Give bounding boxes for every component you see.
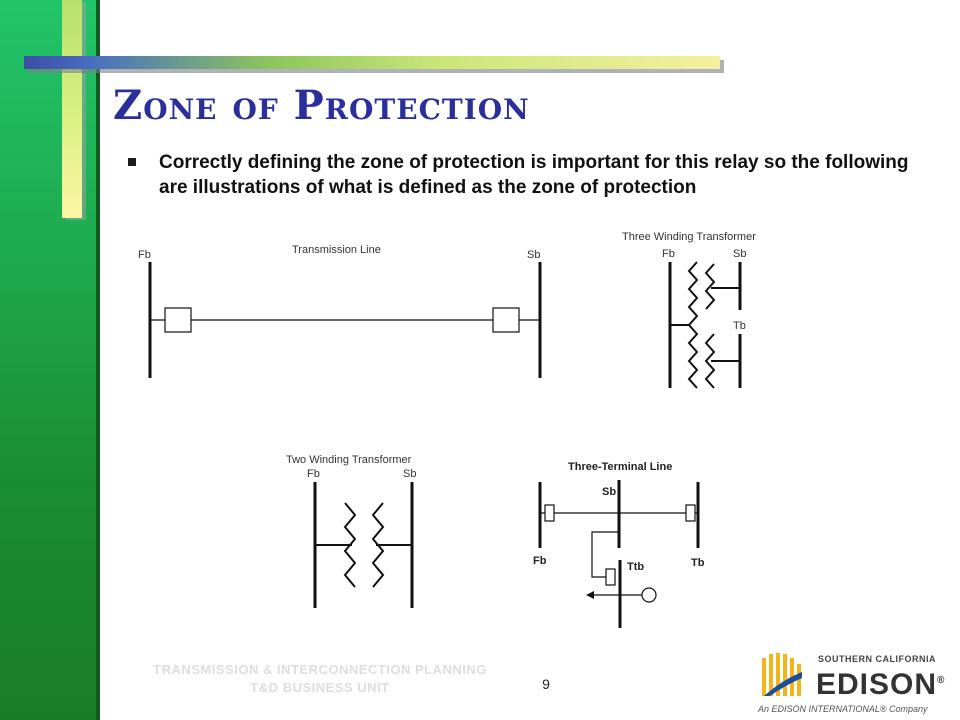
three-terminal-load-arrow	[586, 591, 594, 599]
three-winding-tb-label: Tb	[733, 320, 746, 332]
three-terminal-breaker-tb	[686, 505, 695, 521]
three-terminal-title: Three-Terminal Line	[568, 461, 673, 473]
three-terminal-breaker-fb	[545, 505, 554, 521]
transmission-line-breaker-right	[493, 308, 519, 332]
footer-line-2: T&D BUSINESS UNIT	[250, 680, 390, 695]
edison-logo	[758, 652, 948, 716]
diagram-three-winding-transformer	[622, 231, 756, 388]
transmission-line-breaker-left	[165, 308, 191, 332]
page-number: 9	[542, 676, 550, 692]
three-terminal-tb-label: Tb	[691, 557, 705, 569]
three-winding-secondary-coil	[706, 264, 714, 309]
diagram-three-terminal-line	[533, 461, 705, 628]
three-terminal-breaker-ttb	[606, 569, 615, 585]
two-winding-fb-label: Fb	[307, 468, 320, 480]
three-terminal-ttb-label: Ttb	[627, 561, 645, 573]
three-terminal-sb-label: Sb	[602, 486, 617, 498]
diagram-two-winding-transformer	[286, 454, 416, 608]
two-winding-sb-label: Sb	[403, 468, 417, 480]
logo-registered: ®	[937, 675, 946, 686]
two-winding-title: Two Winding Transformer	[286, 454, 412, 466]
logo-subtitle: SOUTHERN CALIFORNIA	[818, 654, 936, 664]
footer-line-1: TRANSMISSION & INTERCONNECTION PLANNING	[153, 662, 487, 677]
three-terminal-source-circle	[642, 588, 656, 602]
three-winding-sb-label: Sb	[733, 248, 747, 260]
logo-tagline: An EDISON INTERNATIONAL® Company	[758, 704, 928, 714]
transmission-line-fb-label: Fb	[138, 249, 151, 261]
three-winding-fb-label: Fb	[662, 248, 675, 260]
three-winding-title: Three Winding Transformer	[622, 231, 756, 243]
transmission-line-sb-label: Sb	[527, 249, 541, 261]
logo-name: EDISON	[816, 668, 938, 701]
bullet-text: Correctly defining the zone of protection is important for this relay so the following are illustrations of what is defined as the zone of protection	[159, 152, 909, 198]
transmission-line-title: Transmission Line	[292, 244, 381, 256]
edison-sun-icon	[758, 652, 806, 700]
diagram-transmission-line	[138, 244, 540, 378]
three-terminal-fb-label: Fb	[533, 555, 547, 567]
slide-title: Zone of Protection	[113, 82, 530, 129]
logo-wordmark	[816, 662, 945, 704]
three-winding-primary-coil	[689, 262, 697, 388]
